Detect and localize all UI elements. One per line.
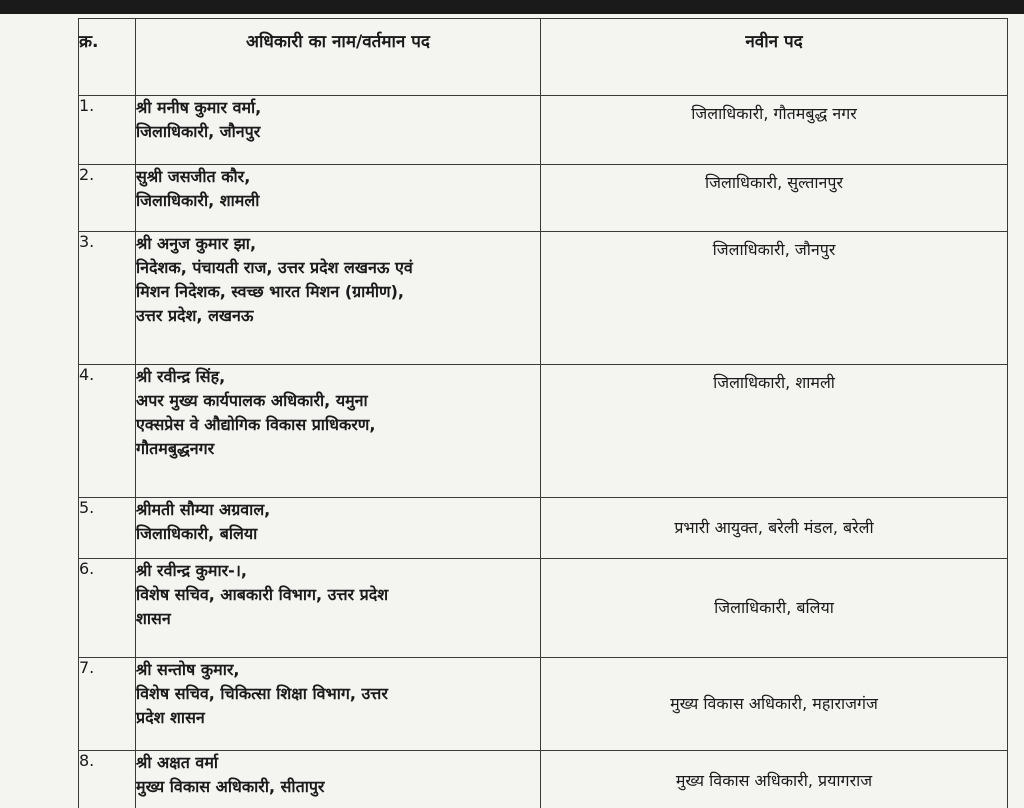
officer-name-cell — [136, 165, 541, 232]
officer-name: श्री अनुज कुमार झा, — [136, 234, 257, 253]
current-post: एक्सप्रेस वे औद्योगिक विकास प्राधिकरण, — [136, 415, 376, 434]
new-post: जिलाधिकारी, गौतमबुद्ध नगर — [541, 96, 1008, 165]
officer-name-cell — [136, 232, 541, 365]
officer-name: श्री रवीन्द्र कुमार-।, — [136, 561, 247, 580]
table-row — [79, 751, 1008, 808]
table-row — [79, 96, 1008, 165]
serial-no: 1. — [79, 96, 136, 165]
officer-name: श्री मनीष कुमार वर्मा, — [136, 98, 262, 117]
transfer-table — [78, 18, 1008, 808]
document-page — [0, 14, 1024, 808]
current-post: प्रदेश शासन — [136, 708, 205, 727]
header-officer-name: अधिकारी का नाम/वर्तमान पद — [136, 19, 541, 96]
table-row — [79, 365, 1008, 498]
table-row — [79, 232, 1008, 365]
serial-no: 6. — [79, 559, 136, 658]
new-post: मुख्य विकास अधिकारी, प्रयागराज — [541, 751, 1008, 808]
current-post: गौतमबुद्धनगर — [136, 439, 215, 458]
current-post: जिलाधिकारी, शामली — [136, 191, 260, 210]
new-post: जिलाधिकारी, जौनपुर — [541, 232, 1008, 365]
serial-no: 5. — [79, 498, 136, 559]
current-post: मिशन निदेशक, स्वच्छ भारत मिशन (ग्रामीण), — [136, 282, 404, 301]
table-row — [79, 498, 1008, 559]
header-new-post: नवीन पद — [541, 19, 1008, 96]
new-post: जिलाधिकारी, शामली — [541, 365, 1008, 498]
officer-name-cell — [136, 96, 541, 165]
officer-name-cell — [136, 751, 541, 808]
officer-name-cell — [136, 658, 541, 751]
table-header-row — [79, 19, 1008, 96]
serial-no: 8. — [79, 751, 136, 808]
serial-no: 4. — [79, 365, 136, 498]
serial-no: 3. — [79, 232, 136, 365]
current-post: विशेष सचिव, चिकित्सा शिक्षा विभाग, उत्तर — [136, 684, 388, 703]
officer-name: श्रीमती सौम्या अग्रवाल, — [136, 500, 271, 519]
officer-name: श्री रवीन्द्र सिंह, — [136, 367, 226, 386]
current-post: मुख्य विकास अधिकारी, सीतापुर — [136, 777, 325, 796]
current-post: जिलाधिकारी, जौनपुर — [136, 122, 261, 141]
officer-name: सुश्री जसजीत कौर, — [136, 167, 251, 186]
table-row — [79, 559, 1008, 658]
officer-name-cell — [136, 498, 541, 559]
current-post: विशेष सचिव, आबकारी विभाग, उत्तर प्रदेश — [136, 585, 389, 604]
current-post: निदेशक, पंचायती राज, उत्तर प्रदेश लखनऊ एवं — [136, 258, 413, 277]
officer-name: श्री अक्षत वर्मा — [136, 753, 219, 772]
header-serial-no: क्र. — [79, 19, 136, 96]
new-post: जिलाधिकारी, सुल्तानपुर — [541, 165, 1008, 232]
officer-name: श्री सन्तोष कुमार, — [136, 660, 240, 679]
current-post: जिलाधिकारी, बलिया — [136, 524, 258, 543]
officer-name-cell — [136, 559, 541, 658]
current-post: शासन — [136, 609, 171, 628]
table-row — [79, 658, 1008, 751]
current-post: उत्तर प्रदेश, लखनऊ — [136, 306, 254, 325]
serial-no: 7. — [79, 658, 136, 751]
new-post: जिलाधिकारी, बलिया — [541, 559, 1008, 658]
table-row — [79, 165, 1008, 232]
officer-name-cell — [136, 365, 541, 498]
new-post: मुख्य विकास अधिकारी, महाराजगंज — [541, 658, 1008, 751]
serial-no: 2. — [79, 165, 136, 232]
new-post: प्रभारी आयुक्त, बरेली मंडल, बरेली — [541, 498, 1008, 559]
current-post: अपर मुख्य कार्यपालक अधिकारी, यमुना — [136, 391, 368, 410]
